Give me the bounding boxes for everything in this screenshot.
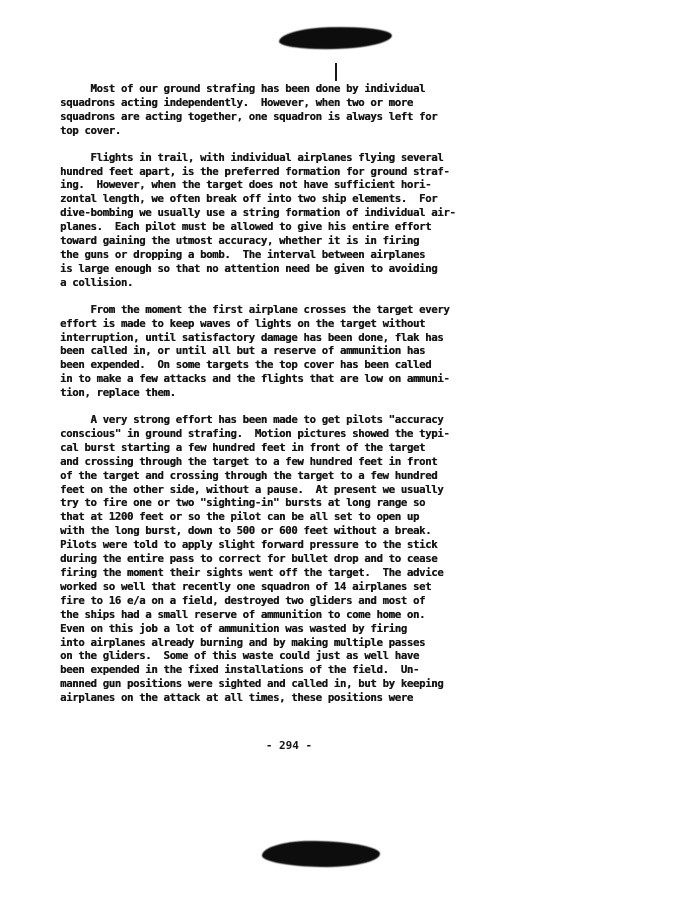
text-line: airplanes on the attack at all times, these positions were	[60, 691, 413, 705]
text-line: conscious" in ground strafing. Motion pictures showed the typi-	[60, 426, 450, 440]
text-line: into airplanes already burning and by making multiple passes	[60, 635, 426, 649]
text-line: A very strong effort has been made to get pilots "accuracy	[60, 413, 444, 427]
text-line: Flights in trail, with individual airplanes flying several	[60, 150, 444, 164]
text-line: squadrons are acting together, one squadron is always left for	[60, 109, 438, 123]
text-line: effort is made to keep waves of lights on the target without	[60, 316, 426, 330]
paragraph	[60, 151, 530, 290]
text-line: of the target and crossing through the target to a few hundred	[60, 468, 438, 482]
text-line: firing the moment their sights went off the target. The advice	[60, 566, 444, 579]
text-line: squadrons acting independently. However, when two or more	[60, 95, 413, 109]
text-line: Pilots were told to apply slight forward pressure to the stick	[60, 538, 438, 552]
text-line: ing. However, when the target does not have sufficient hori-	[60, 178, 432, 192]
text-line: a collision.	[60, 275, 134, 289]
text-line: Even on this job a lot of ammunition was wasted by firing	[60, 621, 407, 635]
text-line: in to make a few attacks and the flights that are low on ammuni-	[60, 372, 450, 386]
text-line: toward gaining the utmost accuracy, whether it is in firing	[60, 234, 419, 248]
text-line: dive-bombing we usually use a string formation of individual air-	[60, 206, 456, 220]
text-line: been expended. On some targets the top cover has been called	[60, 358, 432, 372]
text-line: the ships had a small reserve of ammunition to come home on.	[60, 607, 426, 621]
redaction-mark-top	[279, 26, 393, 51]
text-line: during the entire pass to correct for bullet drop and to cease	[60, 552, 438, 566]
text-line: the guns or dropping a bomb. The interval between airplanes	[60, 247, 426, 261]
redaction-mark-bottom	[262, 840, 380, 868]
text-line: that at 1200 feet or so the pilot can be all set to open up	[60, 510, 419, 524]
text-line: cal burst starting a few hundred feet in front of the target	[60, 440, 426, 454]
text-line: with the long burst, down to 500 or 600 feet without a break.	[60, 524, 432, 538]
text-line: and crossing through the target to a few hundred feet in front	[60, 454, 438, 468]
text-line: planes. Each pilot must be allowed to give his entire effort	[60, 220, 432, 234]
text-line: Most of our ground strafing has been done by individual	[60, 82, 426, 95]
text-line: on the gliders. Some of this waste could just as well have	[60, 649, 419, 663]
paragraph	[60, 82, 530, 138]
text-line: worked so well that recently one squadron of 14 airplanes set	[60, 579, 432, 593]
text-line: interruption, until satisfactory damage has been done, flak has	[60, 330, 444, 344]
text-line: top cover.	[60, 123, 121, 137]
paragraph	[60, 413, 530, 705]
text-line: feet on the other side, without a pause. At present we usually	[60, 482, 444, 496]
text-line: is large enough so that no attention need be given to avoiding	[60, 261, 438, 275]
text-line: manned gun positions were sighted and called in, but by keeping	[60, 677, 444, 691]
text-line: been called in, or until all but a reserve of ammunition has	[60, 344, 426, 358]
document-body	[60, 82, 530, 718]
page-number: - 294 -	[265, 739, 313, 752]
text-line: zontal length, we often break off into two ship elements. For	[60, 192, 438, 206]
text-line: tion, replace them.	[60, 386, 176, 400]
text-line: From the moment the first airplane crosses the target every	[60, 302, 450, 316]
paragraph	[60, 303, 530, 400]
text-line: hundred feet apart, is the preferred formation for ground straf-	[60, 164, 450, 178]
margin-tick-mark	[335, 63, 337, 81]
text-line: fire to 16 e/a on a field, destroyed two gliders and most of	[60, 593, 426, 607]
text-line: been expended in the fixed installations of the field. Un-	[60, 663, 419, 677]
text-line: try to fire one or two "sighting-in" bursts at long range so	[60, 496, 426, 510]
